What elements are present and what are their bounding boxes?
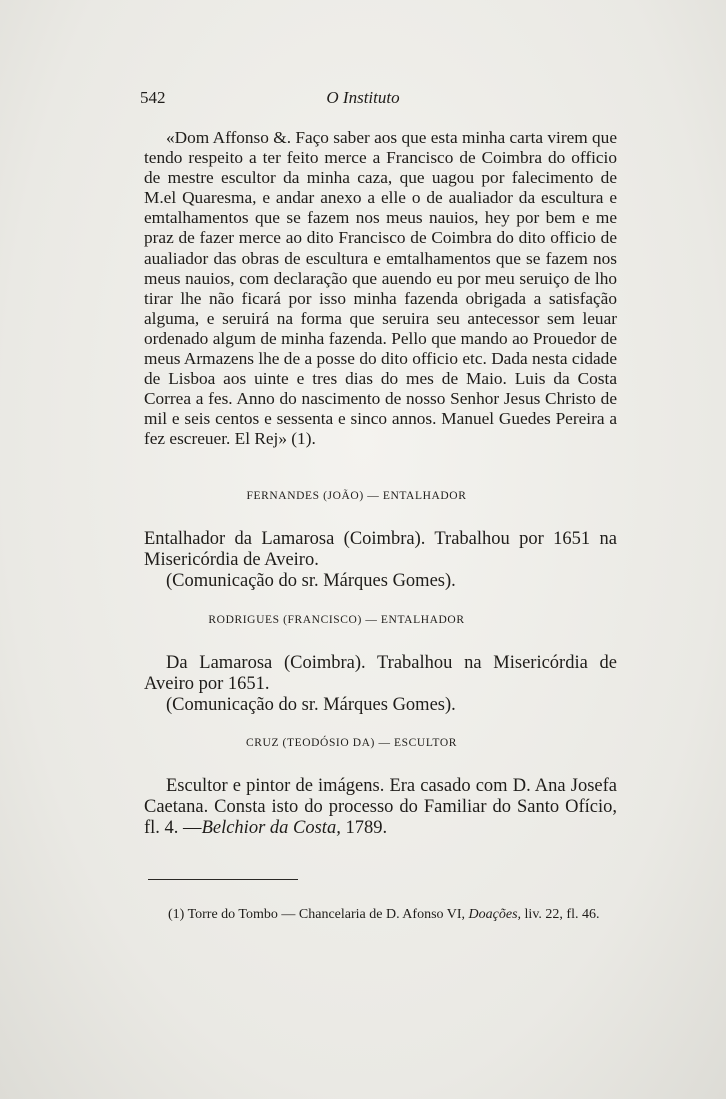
footnote [148, 905, 617, 924]
footnote-italic: Doações, [468, 907, 522, 922]
footnote-divider [148, 879, 298, 880]
entry-rodrigues [144, 653, 617, 717]
entry-fernandes [144, 529, 617, 593]
royal-charter-paragraph: «Dom Affonso &. Faço saber aos que esta minha carta virem que tendo respeito a ter feito merce a Francisco de Coimbra do officio de mestre escultor da minha caza, que uagou por falecimento de M.el Quaresma, e andar anexo a elle o de aualiador da escultura e emtalhamentos que se fazem nos meus nauios, hey por bem e me praz de fazer merce ao dito Francisco de Coimbra do dito officio de aualiador das obras de escultura e emtalhamentos que se fazem nos meus nauios, com declaração que auendo eu por meu seruiço de lho tirar lhe não ficará por isso minha fazenda obrigada a satisfação alguma, e seruirá na forma que seruira seu antecessor sem leuar ordenado algum de minha fazenda. Pello que mando ao Prouedor de meus Armazens lhe de a posse do dito officio etc. Dada nesta cidade de Lisboa aos uinte e tres dias do mes de Maio. Luis da Costa Correa a fes. Anno do nascimento de nosso Senhor Jesus Christo de mil e seis centos e sessenta e sinco annos. Manuel Guedes Pereira a fez escreuer. El Rej» (1). [144, 128, 617, 449]
entry-communication: (Comunicação do sr. Márques Gomes). [166, 571, 456, 592]
running-title: O Instituto [326, 88, 400, 107]
entry-date: 1789. [340, 818, 388, 839]
running-header [140, 88, 586, 112]
entry-heading: RODRIGUES (FRANCISCO) — ENTALHADOR [208, 614, 465, 626]
entry-text-body: Escultor e pintor de imágens. Era casado com D. Ana Josefa Caetana. Consta isto do processo do Familiar do Santo Ofício, fl. 4. — [144, 776, 617, 839]
page-number: 542 [140, 88, 166, 107]
entry-text: Entalhador da Lamarosa (Coimbra). Trabalhou por 1651 na Misericórdia de Aveiro. [144, 529, 617, 571]
entry-text [144, 776, 617, 840]
entry-heading: FERNANDES (JOÃO) — ENTALHADOR [246, 490, 467, 502]
footnote-tail: liv. 22, fl. 46. [521, 907, 600, 922]
entry-text: Da Lamarosa (Coimbra). Trabalhou na Misericórdia de Aveiro por 1651. [144, 653, 617, 695]
footnote-lead: (1) Torre do Tombo — Chancelaria de D. Afonso VI, [168, 907, 469, 922]
entry-communication: (Comunicação do sr. Márques Gomes). [166, 695, 456, 716]
entry-signature: Belchior da Costa, [201, 818, 341, 839]
entry-heading: CRUZ (TEODÓSIO DA) — ESCULTOR [246, 737, 457, 749]
entry-cruz [144, 776, 617, 840]
